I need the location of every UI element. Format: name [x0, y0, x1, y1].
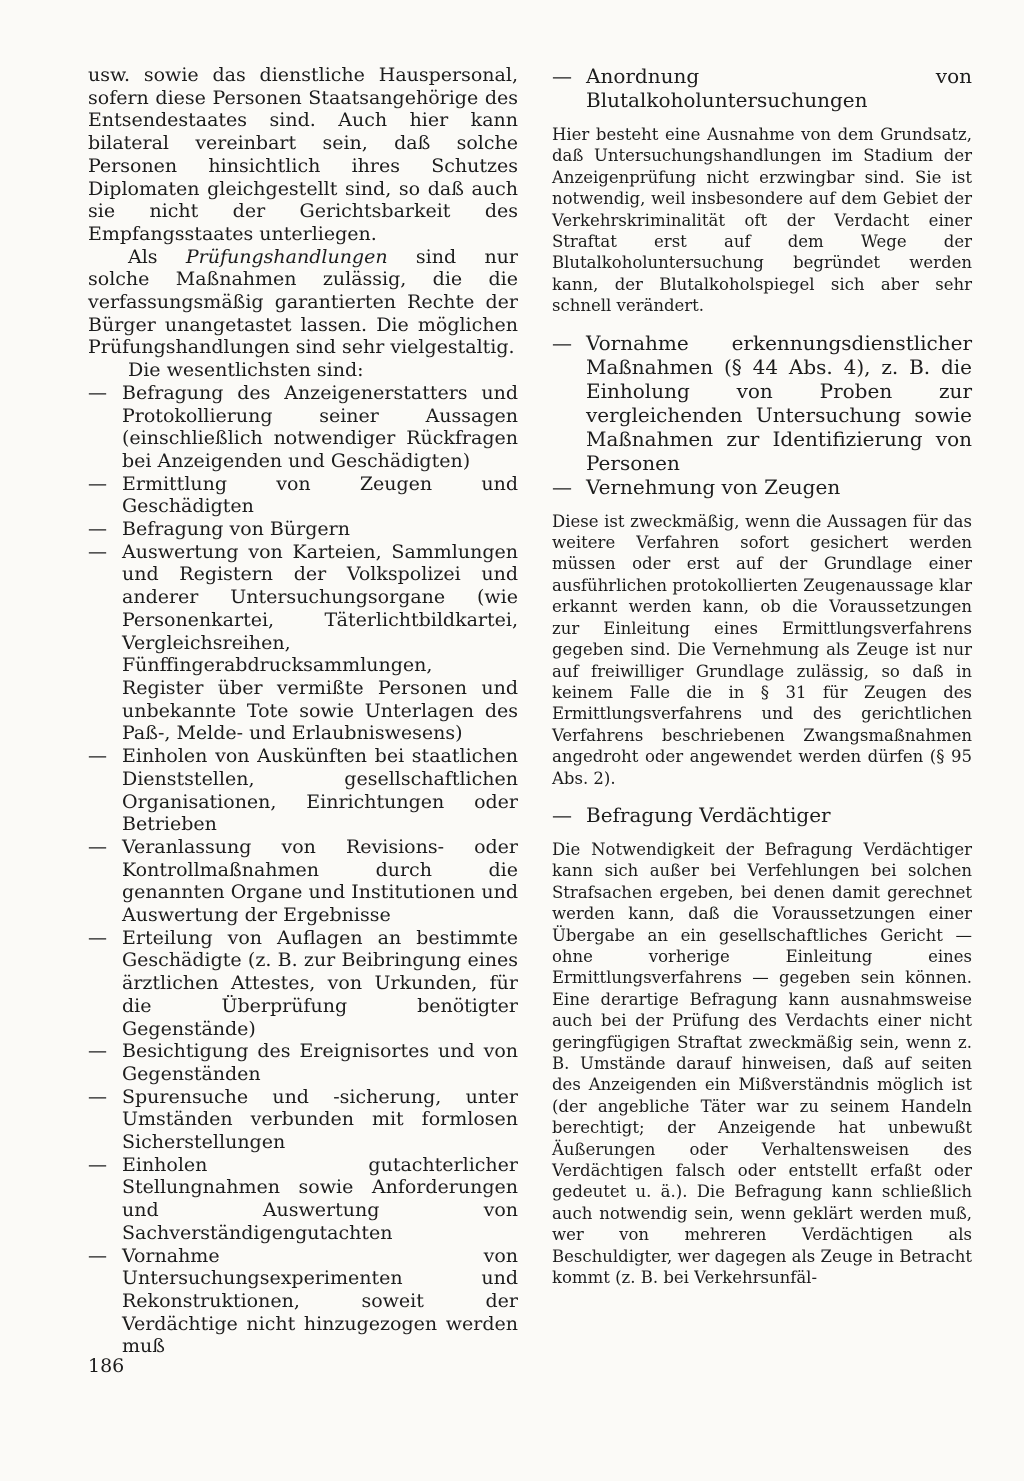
- list-item: [88, 927, 518, 1041]
- pruefung-paragraph: [88, 246, 518, 360]
- page-number: 186: [88, 1355, 125, 1377]
- list-item-erkennungsdienst: [552, 331, 972, 475]
- list-item-text: Befragung des Anzeigenerstatters und Protokollierung seiner Aussagen (einschließlich notwendiger Rückfragen bei Anzeigenden und Geschädigten): [122, 381, 518, 472]
- dash-marker: —: [88, 745, 107, 768]
- left-column: [88, 64, 518, 1358]
- dash-marker: —: [88, 1153, 107, 1176]
- dash-marker: —: [88, 1040, 107, 1063]
- list-item: [88, 382, 518, 473]
- dash-marker: —: [552, 64, 572, 88]
- dash-marker: —: [88, 926, 107, 949]
- list-item: [88, 518, 518, 541]
- list-item: [88, 1245, 518, 1359]
- dash-marker: —: [88, 518, 107, 541]
- list-item: [88, 1086, 518, 1154]
- dash-marker: —: [552, 802, 572, 827]
- dash-marker: —: [88, 835, 107, 858]
- dash-marker: —: [552, 330, 572, 355]
- pruefung-rest: sind nur solche Maßnahmen zulässig, die die verfassungsmäßig garantierten Rechte der Bürger unangetastet lassen. Die möglichen Prüfungshandlungen sind sehr vielgestaltig.: [88, 245, 519, 359]
- dash-marker: —: [88, 381, 107, 404]
- list-intro: Die wesentlichsten sind:: [128, 359, 364, 382]
- list-item-text: Einholen von Auskünften bei staatlichen Dienststellen, gesellschaftlichen Organisationen, Einrichtungen oder Betrieben: [122, 745, 518, 836]
- list-item-text: Ermittlung von Zeugen und Geschädigten: [122, 472, 518, 518]
- list-item: [88, 1040, 518, 1085]
- list-item-text: Spurensuche und -sicherung, unter Umständen verbunden mit formlosen Sicherstellungen: [122, 1085, 518, 1154]
- list-item: [88, 1154, 518, 1245]
- dash-marker: —: [88, 472, 107, 495]
- pruefung-lead: Als: [128, 245, 158, 268]
- list-item-text: Besichtigung des Ereignisortes und von Gegenständen: [122, 1040, 518, 1085]
- list-item-text: Vornahme von Untersuchungsexperimenten und Rekonstruktionen, soweit der Verdächtige nicht hinzugezogen werden muß: [122, 1244, 518, 1358]
- list-item-blutalkohol: [552, 64, 972, 112]
- pruefung-list: [88, 382, 518, 1358]
- dash-marker: —: [88, 1244, 107, 1267]
- list-item: [88, 745, 518, 836]
- note-zeugen: Diese ist zweckmäßig, wenn die Aussagen für das weitere Verfahren sofort gesichert werden müssen oder erst auf der Grundlage einer ausführlichen protokollierten Zeugenaussage klar erkannt werden kann, ob die Voraussetzungen zur Einleitung eines Ermittlungsverfahrens gegeben sind. Die Vernehmung als Zeuge ist nur auf freiwilliger Grundlage zulässig, so daß in keinem Falle die in § 31 für Zeugen des Ermittlungsverfahrens und des gerichtlichen Verfahrens beschriebenen Zwangsmaßnahmen angedroht oder angewendet werden dürfen (§ 95 Abs. 2).: [552, 511, 972, 788]
- dash-marker: —: [88, 1085, 107, 1108]
- list-item-zeugen: [552, 475, 972, 499]
- pruefung-term: Prüfungshandlungen: [185, 245, 388, 268]
- note-blutalkohol: Hier besteht eine Ausnahme von dem Grundsatz, daß Untersuchungshandlungen im Stadium der Anzeigenprüfung nicht erzwingbar sind. Sie ist notwendig, weil insbesondere auf dem Gebiet der Verkehrskriminalität oft der Verdacht einer Straftat erst auf dem Wege der Blutalkoholuntersuchung begründet werden kann, der Blutalkoholspiegel sich aber sehr schnell verändert.: [552, 125, 972, 316]
- dash-marker: —: [552, 474, 572, 499]
- list-item: [88, 473, 518, 518]
- list-item-title: Befragung Verdächtiger: [586, 802, 831, 827]
- dash-marker: —: [88, 540, 107, 563]
- intro-paragraph: usw. sowie das dienstliche Hauspersonal, sofern diese Personen Staatsangehörige des Entsendestaates sind. Auch hier kann bilateral vereinbart sein, daß solche Personen hinsichtlich ihres Schutzes Diplomaten gleichgestellt sind, so daß auch sie nicht der Gerichtsbarkeit des Empfangsstaates unterliegen.: [88, 64, 518, 245]
- list-item-text: Auswertung von Karteien, Sammlungen und Registern der Volkspolizei und anderer Untersuchungsorgane (wie Personenkartei, Täterlichtbildkartei, Vergleichsreihen, Fünffingerabdrucksammlungen, Register über vermißte Personen und unbekannte Tote sowie Unterlagen des Paß-, Melde- und Erlaubniswesens): [122, 540, 518, 745]
- list-item-text: Befragung von Bürgern: [122, 518, 350, 541]
- list-item-title: Vornahme erkennungsdienstlicher Maßnahmen (§ 44 Abs. 4), z. B. die Einholung von Proben zur vergleichenden Untersuchung sowie Maßnahmen zur Identifizierung von Personen: [586, 330, 972, 475]
- list-item-text: Erteilung von Auflagen an bestimmte Geschädigte (z. B. zur Beibringung eines ärztlichen Attestes, von Urkunden, für die Überprüfung benötigter Gegenstände): [122, 926, 518, 1040]
- list-item-text: Veranlassung von Revisions- oder Kontrollmaßnahmen durch die genannten Organe und Institutionen und Auswertung der Ergebnisse: [122, 835, 518, 927]
- list-item-title: Vernehmung von Zeugen: [586, 474, 841, 499]
- list-item-verdaechtige: [552, 803, 972, 827]
- list-item: [88, 541, 518, 745]
- note-verdaechtige: Die Notwendigkeit der Befragung Verdächtiger kann sich außer bei Verfehlungen bei solchen Strafsachen ergeben, bei denen damit gerechnet werden kann, daß die Voraussetzungen einer Übergabe an ein gesellschaftliches Gericht — ohne vorherige Einleitung eines Ermittlungsverfahrens — gegeben sein können. Eine derartige Befragung kann ausnahmsweise auch bei der Prüfung des Verdachts einer nicht geringfügigen Straftat zweckmäßig sein, wenn z. B. Umstände darauf hinweisen, daß auf seiten des Anzeigenden ein Mißverständnis möglich ist (der angebliche Täter war zu seinem Handeln berechtigt; der Anzeigende hat unbewußt Äußerungen oder Verhaltensweisen des Verdächtigen falsch oder entstellt erfaßt oder gedeutet u. ä.). Die Befragung kann schließlich auch notwendig sein, wenn geklärt werden muß, wer von mehreren Verdächtigen als Beschuldigter, wer dagegen als Zeuge in Betracht kommt (z. B. bei Verkehrsunfäl-: [552, 839, 972, 1288]
- list-item: [88, 836, 518, 927]
- list-item-title: Anordnung von Blutalkoholuntersuchungen: [586, 64, 972, 112]
- list-item-text: Einholen gutachterlicher Stellungnahmen sowie Anforderungen und Auswertung von Sachverständigengutachten: [122, 1153, 518, 1244]
- right-column: [552, 64, 972, 1288]
